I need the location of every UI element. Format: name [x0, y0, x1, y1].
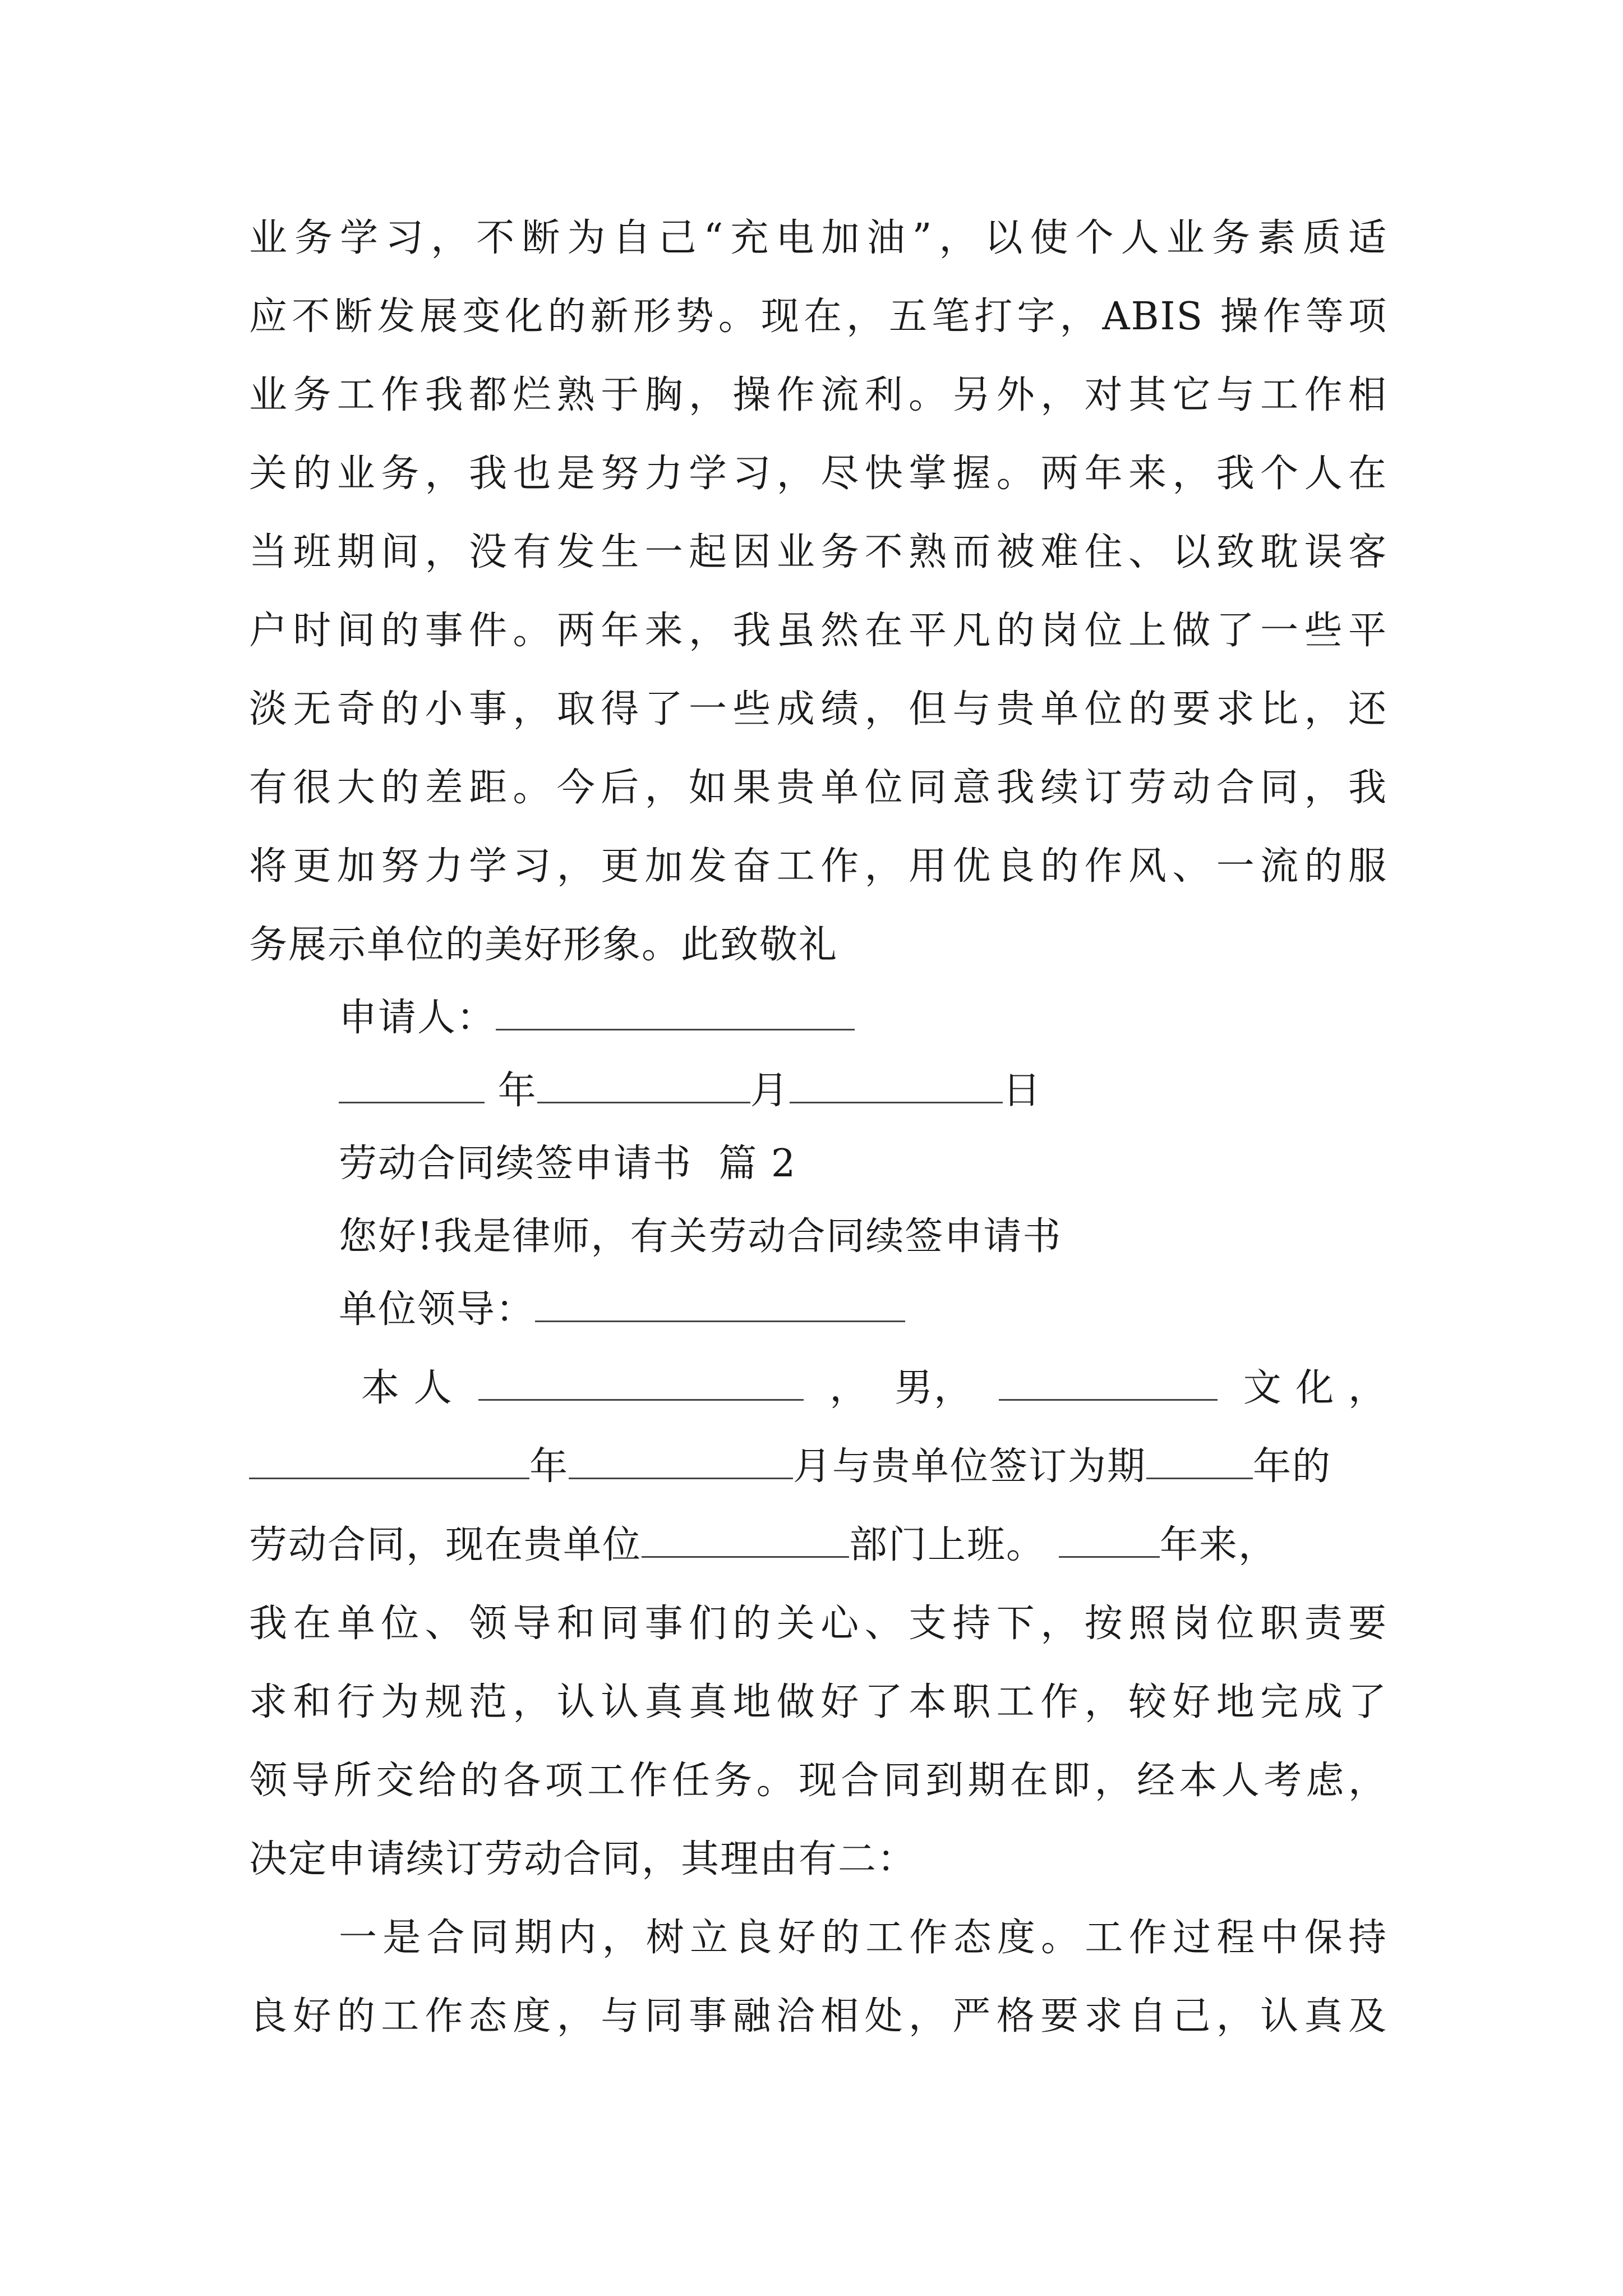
dept-suffix: 年来， — [1160, 1523, 1278, 1567]
applicant-line — [339, 993, 1387, 1043]
dept-blank — [642, 1521, 849, 1558]
text-line: 求和行为规范，认认真真地做好了本职工作，较好地完成了 — [249, 1680, 1387, 1724]
date-line — [339, 1066, 1387, 1116]
text-line: 户时间的事件。两年来，我虽然在平凡的岗位上做了一些平 — [249, 609, 1387, 653]
text-line: 良好的工作态度，与同事融洽相处，严格要求自己，认真及 — [249, 1994, 1387, 2039]
contract-term-blank — [1146, 1443, 1253, 1479]
day-blank — [790, 1067, 1003, 1103]
name-blank — [478, 1364, 804, 1401]
leader-label: 单位领导： — [339, 1287, 536, 1332]
section-title: 劳动合同续签申请书 篇 2 — [339, 1142, 797, 1186]
text-line: 领导所交给的各项工作任务。现合同到期在即，经本人考虑， — [249, 1759, 1387, 1803]
month-blank — [537, 1067, 750, 1103]
text-line: 应不断发展变化的新形势。现在，五笔打字，ABIS 操作等项 — [249, 295, 1387, 339]
leader-line — [339, 1285, 1387, 1335]
text-line: 当班期间，没有发生一起因业务不熟而被难住、以致耽误客 — [249, 530, 1387, 574]
contract-month-blank — [569, 1443, 793, 1479]
text-line: 决定申请续订劳动合同，其理由有二： — [249, 1837, 917, 1881]
text-line: 有很大的差距。今后，如果贵单位同意我续订劳动合同，我 — [249, 766, 1387, 810]
leader-blank — [535, 1286, 905, 1322]
contract-year-label: 年 — [529, 1444, 569, 1489]
dept-prefix: 劳动合同，现在贵单位 — [249, 1523, 642, 1567]
culture-label: 文 化 ， — [1243, 1366, 1387, 1410]
comma: ， — [829, 1366, 869, 1410]
year-blank — [339, 1067, 485, 1103]
text-line: 务展示单位的美好形象。此致敬礼 — [249, 923, 838, 967]
text-line: 淡无奇的小事，取得了一些成绩，但与贵单位的要求比，还 — [249, 687, 1387, 731]
dept-middle: 部门上班。 — [849, 1523, 1046, 1567]
text-line: 业务学习，不断为自己“充电加油”，以使个人业务素质适 — [249, 216, 1387, 260]
years-blank — [1059, 1521, 1160, 1558]
culture-blank — [999, 1364, 1218, 1401]
greeting-line: 您好!我是律师，有关劳动合同续签申请书 — [339, 1214, 1062, 1259]
text-line: 我在单位、领导和同事们的关心、支持下，按照岗位职责要 — [249, 1602, 1387, 1646]
text-line: 关的业务，我也是努力学习，尽快掌握。两年来，我个人在 — [249, 452, 1387, 496]
day-label: 日 — [1002, 1069, 1042, 1113]
contract-line — [249, 1442, 1387, 1492]
applicant-label: 申请人： — [339, 996, 496, 1040]
contract-year-blank — [249, 1443, 529, 1479]
dept-line — [249, 1520, 1387, 1571]
contract-year-of: 年的 — [1253, 1444, 1332, 1489]
text-line: 将更加努力学习，更加发奋工作，用优良的作风、一流的服 — [249, 844, 1387, 889]
gender-label: 男， — [895, 1366, 974, 1410]
text-line: 一是合同期内，树立良好的工作态度。工作过程中保持 — [339, 1916, 1387, 1960]
applicant-blank — [496, 994, 855, 1030]
year-label: 年 — [497, 1069, 537, 1113]
month-label: 月 — [750, 1069, 790, 1113]
contract-month-text: 月与贵单位签订为期 — [793, 1444, 1147, 1489]
benren-label: 本 人 — [361, 1366, 453, 1410]
self-intro-line — [361, 1363, 1387, 1414]
text-line: 业务工作我都烂熟于胸，操作流利。另外，对其它与工作相 — [249, 373, 1387, 417]
